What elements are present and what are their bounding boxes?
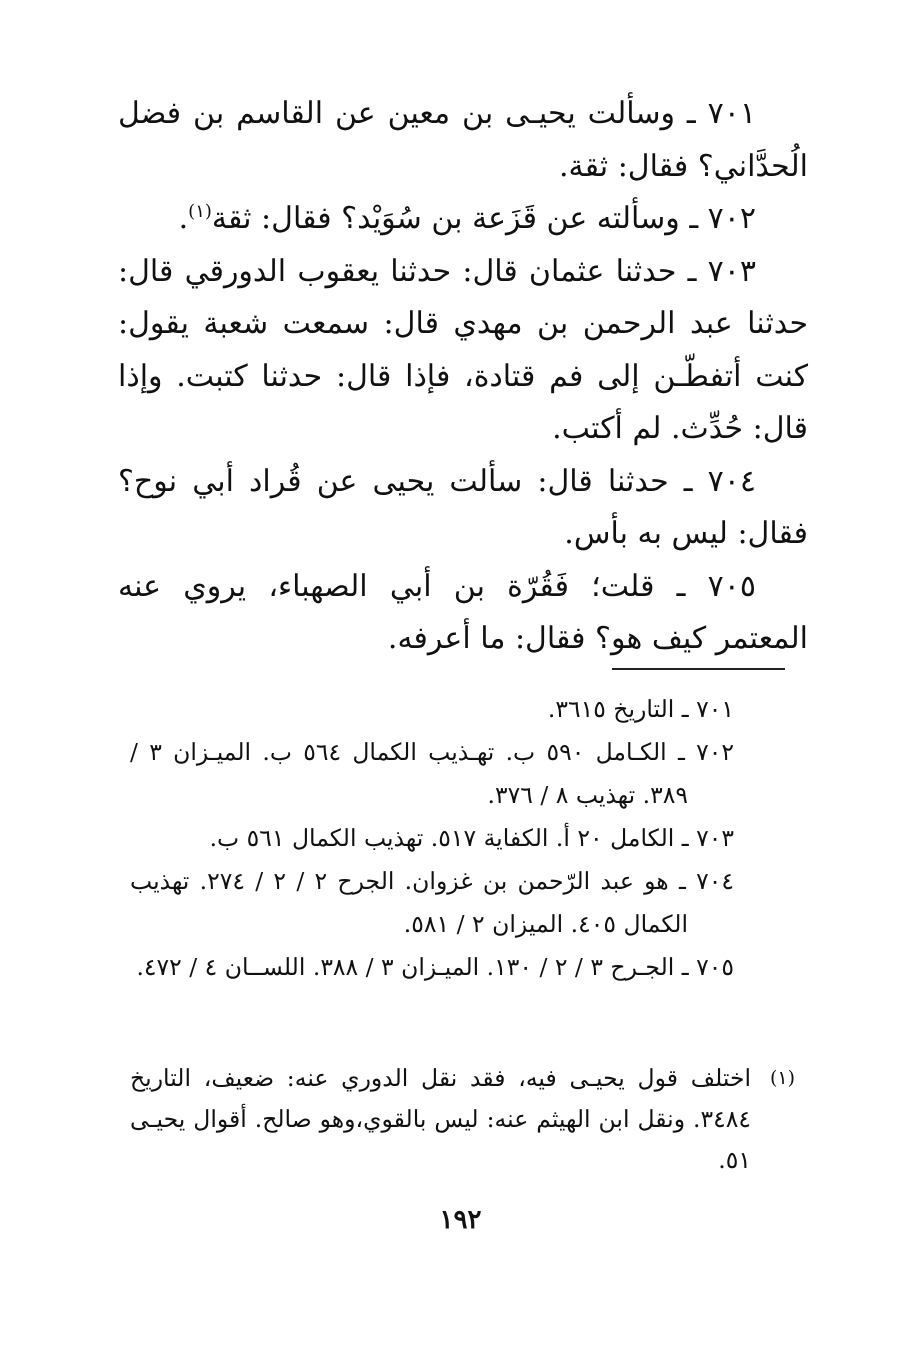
footnote-marker: (١) bbox=[188, 201, 212, 222]
entry-705-line1: ٧٠٥ ـ قلت؛ فَقُرّة بن أبي الصهباء، يروي عنه المعتمر bbox=[118, 568, 808, 656]
main-text bbox=[118, 88, 808, 666]
reference-703: ٧٠٣ ـ الكامل ٢٠ أ. الكفاية ٥١٧. تهذيب الكمال ٥٦١ ب. bbox=[209, 824, 734, 852]
entry-701-line2: الُحدَّاني؟ فقال: ثقة. bbox=[559, 148, 808, 184]
entry-704 bbox=[118, 456, 808, 561]
reference-705: ٧٠٥ ـ الجـرح ٣ / ٢ / ١٣٠. الميـزان ٣ / ٣٨٨. اللســان ٤ / ٤٧٢. bbox=[136, 953, 734, 981]
entry-704-line1: ٧٠٤ ـ حدثنا قال: سألت يحيى عن قُراد أبي نوح؟ فقال: bbox=[118, 463, 808, 551]
entry-701-line1: ٧٠١ ـ وسألت يحيـى بن معين عن القاسم بن فضل bbox=[118, 96, 756, 131]
entry-705 bbox=[118, 561, 808, 666]
entry-701 bbox=[118, 88, 808, 193]
entry-702 bbox=[118, 193, 808, 246]
entry-702-end: . bbox=[178, 201, 189, 236]
page-number: ١٩٢ bbox=[439, 1205, 482, 1235]
entry-703-line3: أتفطّـن إلى فم قتادة، فإذا قال: حدثنا كتبت. وإذا قال: حُدِّث. bbox=[118, 358, 808, 446]
footnote-text: اختلف قول يحيـى فيه، فقد نقل الدوري عنه: ضعيف، التاريخ ٣٤٨٤. ونقل ابن الهيثم عنه: ليس بالقوي،وهو صالح. أقوال يحيـى ٥١. bbox=[130, 1064, 751, 1174]
entry-704-line2: ليس به بأس. bbox=[564, 516, 728, 551]
reference-702: ٧٠٢ ـ الكـامل ٥٩٠ ب. تهـذيب الكمال ٥٦٤ ب. الميـزان ٣ / ٣٨٩. تهذيب ٨ / ٣٧٦. bbox=[130, 738, 734, 809]
entry-703 bbox=[118, 246, 808, 456]
reference-704: ٧٠٤ ـ هو عبد الرّحمن بن غزوان. الجرح ٢ / ٢ / ٢٧٤. تهذيب الكمال ٤٠٥. الميزان ٢ / ٥٨١. bbox=[130, 867, 735, 938]
references-list bbox=[130, 688, 734, 989]
reference-701: ٧٠١ ـ التاريخ ٣٦١٥. bbox=[547, 695, 734, 723]
entry-703-line1: ٧٠٣ ـ حدثنا عثمان قال: حدثنا يعقوب الدورقي قال: bbox=[118, 253, 756, 289]
entry-702-text: ٧٠٢ ـ وسألته عن قَزَعة بن سُوَيْد؟ فقال: ثقة bbox=[211, 201, 756, 236]
footnote bbox=[130, 1058, 795, 1181]
entry-703-line2: حدثنا عبد الرحمن بن مهدي قال: سمعت شعبة يقول: كنت bbox=[118, 306, 808, 394]
entry-705-line2: كيف هو؟ فقال: ما أعرفه. bbox=[387, 621, 707, 656]
footnote-separator bbox=[612, 668, 785, 670]
entry-703-line4: لم أكتب. bbox=[552, 411, 662, 446]
footnote-number: (١) bbox=[769, 1067, 795, 1089]
